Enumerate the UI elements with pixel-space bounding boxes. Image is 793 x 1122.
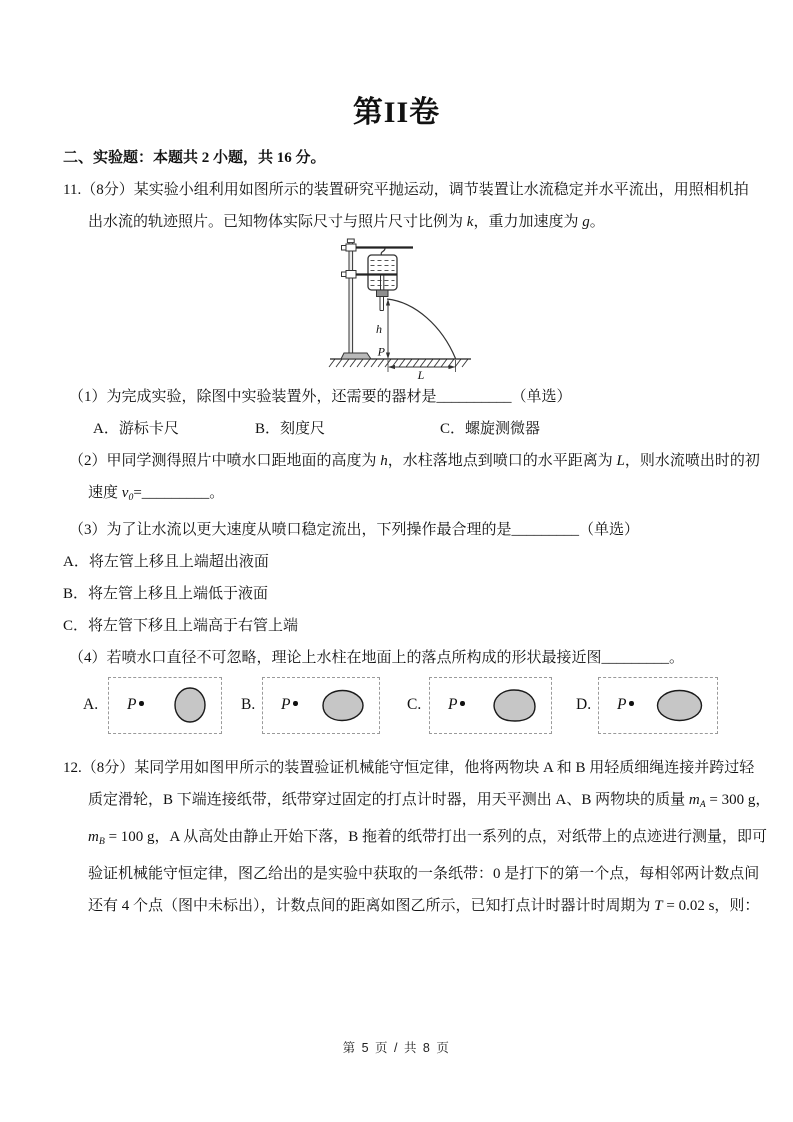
q11-part3-text: （3）为了让水流以更大速度从喷口稳定流出，下列操作最合理的是_________（单选） <box>69 521 640 538</box>
apparatus-figure <box>325 238 753 381</box>
point-p-label: P <box>448 696 458 714</box>
point-p-label: P <box>281 696 291 714</box>
q12-line2: 质定滑轮，B 下端连接纸带，纸带穿过固定的打点计时器，用天平测出 A、B 两物块的质量 mA = 300 g， <box>88 791 771 810</box>
point-p-marker <box>127 696 144 714</box>
choice-d-box <box>598 677 718 734</box>
q12-line4: 验证机械能守恒定律，图乙给出的是实验中获取的一条纸带：0 是打下的第一个点，每相邻两计数点间 <box>88 865 760 882</box>
pole-cap <box>347 239 354 243</box>
point-dot-icon <box>139 701 144 706</box>
point-p-marker <box>281 696 298 714</box>
water-trajectory <box>387 299 456 359</box>
point-dot-icon <box>460 701 465 706</box>
q11-part2-line1: （2）甲同学测得照片中喷水口距地面的高度为 h，水柱落地点到喷口的水平距离为 L，则水流喷出时的初 <box>69 453 760 469</box>
choice-c-box <box>429 677 552 734</box>
choice-b-label: B. <box>241 695 256 713</box>
page-number: 第 5 页 / 共 8 页 <box>342 1041 451 1055</box>
choice-b-box <box>262 677 380 734</box>
nozzle-tube <box>380 297 384 311</box>
page-title: 第II卷 <box>352 96 441 129</box>
page-content <box>0 142 793 922</box>
q12-line1: 12.（8分）某同学用如图甲所示的装置验证机械能守恒定律，他将两物块 A 和 B 用轻质细绳连接并跨过轻 <box>63 759 755 776</box>
q11-part1-text: （1）为完成实验，除图中实验装置外，还需要的器材是__________（单选） <box>69 389 572 405</box>
choice-d-label: D. <box>576 695 592 713</box>
point-p-label: P <box>617 696 627 714</box>
point-dot-icon <box>629 701 634 706</box>
stand-pole <box>349 242 353 353</box>
projectile-water-figure <box>325 238 475 381</box>
choice-a-box <box>108 677 222 734</box>
point-dot-icon <box>293 701 298 706</box>
q11-part2-line2: 速度 v0=_________。 <box>88 485 225 503</box>
point-p-marker <box>617 696 634 714</box>
landing-shape-d <box>656 689 703 722</box>
section-heading: 二、实验题：本题共 2 小题，共 16 分。 <box>63 150 326 166</box>
q11-part3-option-b: B．将左管上移且上端低于液面 <box>63 585 269 602</box>
choice-c-label: C. <box>407 695 422 713</box>
point-p-marker <box>448 696 465 714</box>
distance-label: L <box>417 368 425 381</box>
q12-line3: mB = 100 g，A 从高处由静止开始下落，B 拖着的纸带打出一系列的点，对纸带上的点迹进行测量，即可 <box>88 828 768 847</box>
q11-part3-option-a: A．将左管上移且上端超出液面 <box>63 553 269 570</box>
q11-part3-option-c: C．将左管下移且上端高于右管上端 <box>63 617 299 634</box>
q12-line5: 还有 4 个点（图中未标出），计数点间的距离如图乙所示，已知打点计时器计时周期为 T = 0.02 s，则： <box>88 897 760 914</box>
point-p-label: P <box>127 696 137 714</box>
option-ruler: B．刻度尺 <box>255 421 326 437</box>
height-label: h <box>376 322 382 336</box>
q11-stem-line2: 出水流的轨迹照片。已知物体实际尺寸与照片尺寸比例为 k，重力加速度为 g。 <box>88 214 605 230</box>
stopper <box>377 290 389 297</box>
q11-stem-line1: 11.（8分）某实验小组利用如图所示的装置研究平抛运动，调节装置让水流稳定并水平流出，用照相机拍 <box>63 182 749 198</box>
option-vernier-caliper: A．游标卡尺 <box>93 421 179 437</box>
stand-base <box>341 353 371 359</box>
clamp-mid <box>346 271 356 279</box>
landing-shape-a <box>173 686 207 724</box>
ground-hatching <box>329 359 468 367</box>
point-p-figure-label: P <box>377 344 385 359</box>
landing-shape-b <box>321 689 365 722</box>
q11-part4-choices <box>63 674 753 748</box>
q11-part4-text: （4）若喷水口直径不可忽略，理论上水柱在地面上的落点所构成的形状最接近图_________。 <box>69 649 685 666</box>
height-arrow <box>386 299 390 359</box>
hanger-hook <box>381 249 385 256</box>
option-micrometer: C．螺旋测微器 <box>440 421 541 437</box>
choice-a-label: A. <box>83 695 99 713</box>
q11-part1-options <box>63 413 753 445</box>
landing-shape-c <box>491 688 537 723</box>
clamp-top <box>346 244 356 251</box>
